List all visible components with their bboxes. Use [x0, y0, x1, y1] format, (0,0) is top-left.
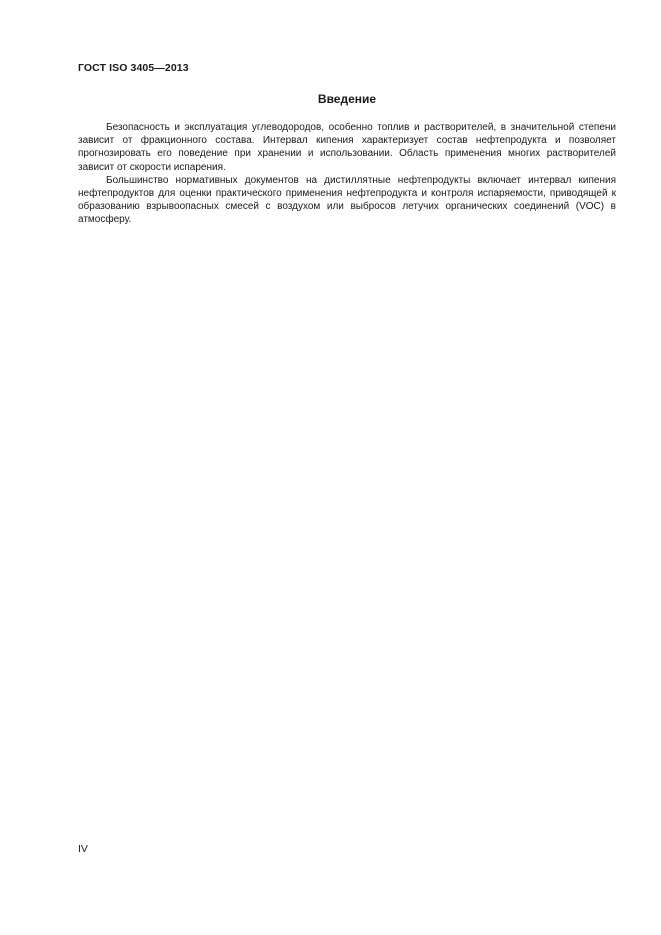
document-standard-id: ГОСТ ISO 3405—2013	[78, 62, 189, 74]
paragraph: Большинство нормативных документов на дистиллятные нефтепродукты включает интервал кипения нефтепродуктов для оценки практического применения нефтепродукта и контроля испаряемости, приводящей к образованию взрывоопасных смесей с воздухом или выбросов летучих органических соединений (VOC) в атмосферу.	[78, 174, 616, 226]
section-title: Введение	[317, 92, 377, 106]
page-number: IV	[78, 843, 88, 855]
paragraph: Безопасность и эксплуатация углеводородов, особенно топлив и растворителей, в значительной степени зависит от фракционного состава. Интервал кипения характеризует состав нефтепродукта и позволяет прогнозировать его поведение при хранении и использовании. Область применения многих растворителей зависит от скорости испарения.	[78, 122, 616, 173]
section-body	[78, 121, 616, 227]
